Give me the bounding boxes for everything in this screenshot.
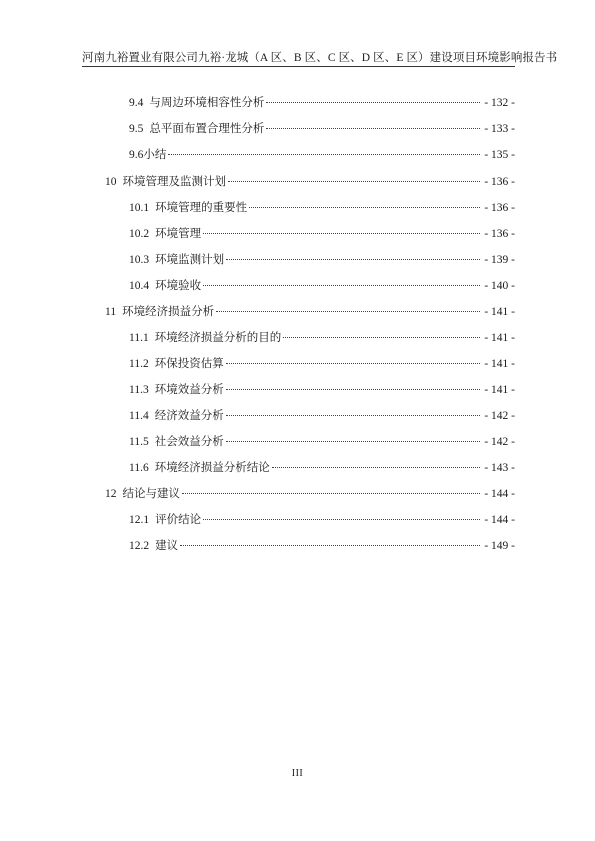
toc-entry-number: 11.6 — [129, 462, 149, 474]
toc-entry-number: 12 — [105, 488, 117, 500]
toc-entry-page: - 141 - — [484, 306, 515, 318]
toc-entry-number: 11.3 — [129, 384, 149, 396]
toc-entry-number: 12.1 — [129, 514, 150, 526]
toc-dot-leader — [249, 206, 480, 208]
toc-entry-page: - 149 - — [484, 540, 515, 552]
toc-dot-leader — [216, 310, 480, 312]
toc-entry-page: - 132 - — [484, 97, 515, 109]
toc-dot-leader — [182, 492, 480, 494]
toc-dot-leader — [203, 284, 480, 286]
toc-dot-leader — [228, 180, 480, 182]
toc-entry[interactable] — [129, 461, 515, 475]
toc-entry[interactable] — [129, 227, 515, 241]
toc-entry[interactable] — [129, 148, 515, 162]
toc-entry-page: - 143 - — [484, 462, 515, 474]
toc-entry-page: - 139 - — [484, 254, 515, 266]
toc-entry-number: 11.5 — [129, 436, 149, 448]
page-number: III — [291, 768, 304, 779]
toc-entry-title: 环境管理及监测计划 — [122, 176, 226, 188]
toc-entry-title: 小结 — [143, 149, 167, 161]
toc-entry[interactable] — [129, 279, 515, 293]
toc-dot-leader — [226, 414, 481, 416]
toc-entry-number: 11.1 — [129, 332, 149, 344]
toc-entry-title: 环境管理 — [155, 228, 202, 240]
toc-entry-number: 10.1 — [129, 202, 150, 214]
toc-entry[interactable] — [129, 383, 515, 397]
toc-dot-leader — [226, 362, 481, 364]
toc-entry-number: 11 — [105, 306, 117, 318]
toc-entry[interactable] — [129, 96, 515, 110]
toc-entry-page: - 135 - — [484, 149, 515, 161]
toc-entry-number: 12.2 — [129, 540, 150, 552]
toc-dot-leader — [283, 336, 480, 338]
toc-entry-number: 11.2 — [129, 358, 149, 370]
toc-entry-number: 10.4 — [129, 280, 150, 292]
toc-entry-title: 环境效益分析 — [154, 384, 224, 396]
toc-entry-title: 结论与建议 — [122, 488, 180, 500]
document-header: 河南九裕置业有限公司九裕·龙城（A 区、B 区、C 区、D 区、E 区）建设项目环境影响报告书 — [82, 52, 558, 64]
toc-entry[interactable] — [129, 539, 515, 553]
toc-dot-leader — [266, 127, 480, 129]
toc-dot-leader — [226, 388, 481, 390]
toc-entry-page: - 144 - — [484, 488, 515, 500]
toc-entry-number: 9.4 — [129, 97, 144, 109]
toc-entry-title: 环境经济损益分析结论 — [154, 462, 270, 474]
toc-entry-number: 11.4 — [129, 410, 149, 422]
toc-entry-page: - 141 - — [484, 358, 515, 370]
toc-dot-leader — [203, 232, 480, 234]
toc-dot-leader — [226, 440, 481, 442]
toc-entry[interactable] — [129, 513, 515, 527]
toc-entry-page: - 142 - — [484, 410, 515, 422]
toc-entry-title: 环境监测计划 — [155, 254, 225, 266]
toc-entry-title: 评价结论 — [155, 514, 202, 526]
toc-entry-page: - 141 - — [484, 384, 515, 396]
toc-dot-leader — [168, 153, 480, 155]
toc-entry[interactable] — [129, 357, 515, 371]
toc-entry-page: - 141 - — [484, 332, 515, 344]
toc-dot-leader — [266, 101, 480, 103]
toc-entry-title: 环境验收 — [155, 280, 202, 292]
toc-entry-page: - 140 - — [484, 280, 515, 292]
toc-entry-title: 经济效益分析 — [154, 410, 224, 422]
toc-entry-number: 10.2 — [129, 228, 150, 240]
toc-entry-title: 与周边环境相容性分析 — [149, 97, 265, 109]
toc-entry[interactable] — [105, 175, 515, 189]
toc-entry[interactable] — [105, 487, 515, 501]
toc-entry-page: - 136 - — [484, 176, 515, 188]
toc-entry-page: - 136 - — [484, 228, 515, 240]
toc-entry-title: 总平面布置合理性分析 — [149, 123, 265, 135]
toc-entry-title: 环保投资估算 — [154, 358, 224, 370]
toc-entry[interactable] — [129, 253, 515, 267]
toc-dot-leader — [272, 466, 481, 468]
toc-entry-number: 9.6 — [129, 149, 144, 161]
toc-entry-number: 9.5 — [129, 123, 144, 135]
toc-entry-page: - 144 - — [484, 514, 515, 526]
toc-entry-title: 环境经济损益分析 — [122, 306, 215, 318]
toc-entry[interactable] — [129, 122, 515, 136]
toc-entry-title: 建议 — [155, 540, 179, 552]
toc-entry-page: - 136 - — [484, 202, 515, 214]
toc-entry[interactable] — [105, 305, 515, 319]
toc-entry[interactable] — [129, 331, 515, 345]
toc-entry-title: 环境管理的重要性 — [155, 202, 248, 214]
toc-dot-leader — [180, 544, 480, 546]
toc-entry[interactable] — [129, 409, 515, 423]
toc-dot-leader — [226, 258, 480, 260]
toc-entry-page: - 133 - — [484, 123, 515, 135]
toc-entry-number: 10 — [105, 176, 117, 188]
toc-entry-title: 社会效益分析 — [154, 436, 224, 448]
toc-entry-number: 10.3 — [129, 254, 150, 266]
toc-entry-title: 环境经济损益分析的目的 — [154, 332, 282, 344]
header-divider — [82, 66, 515, 67]
toc-entry-page: - 142 - — [484, 436, 515, 448]
toc-entry[interactable] — [129, 201, 515, 215]
toc-entry[interactable] — [129, 435, 515, 449]
toc-dot-leader — [203, 518, 480, 520]
